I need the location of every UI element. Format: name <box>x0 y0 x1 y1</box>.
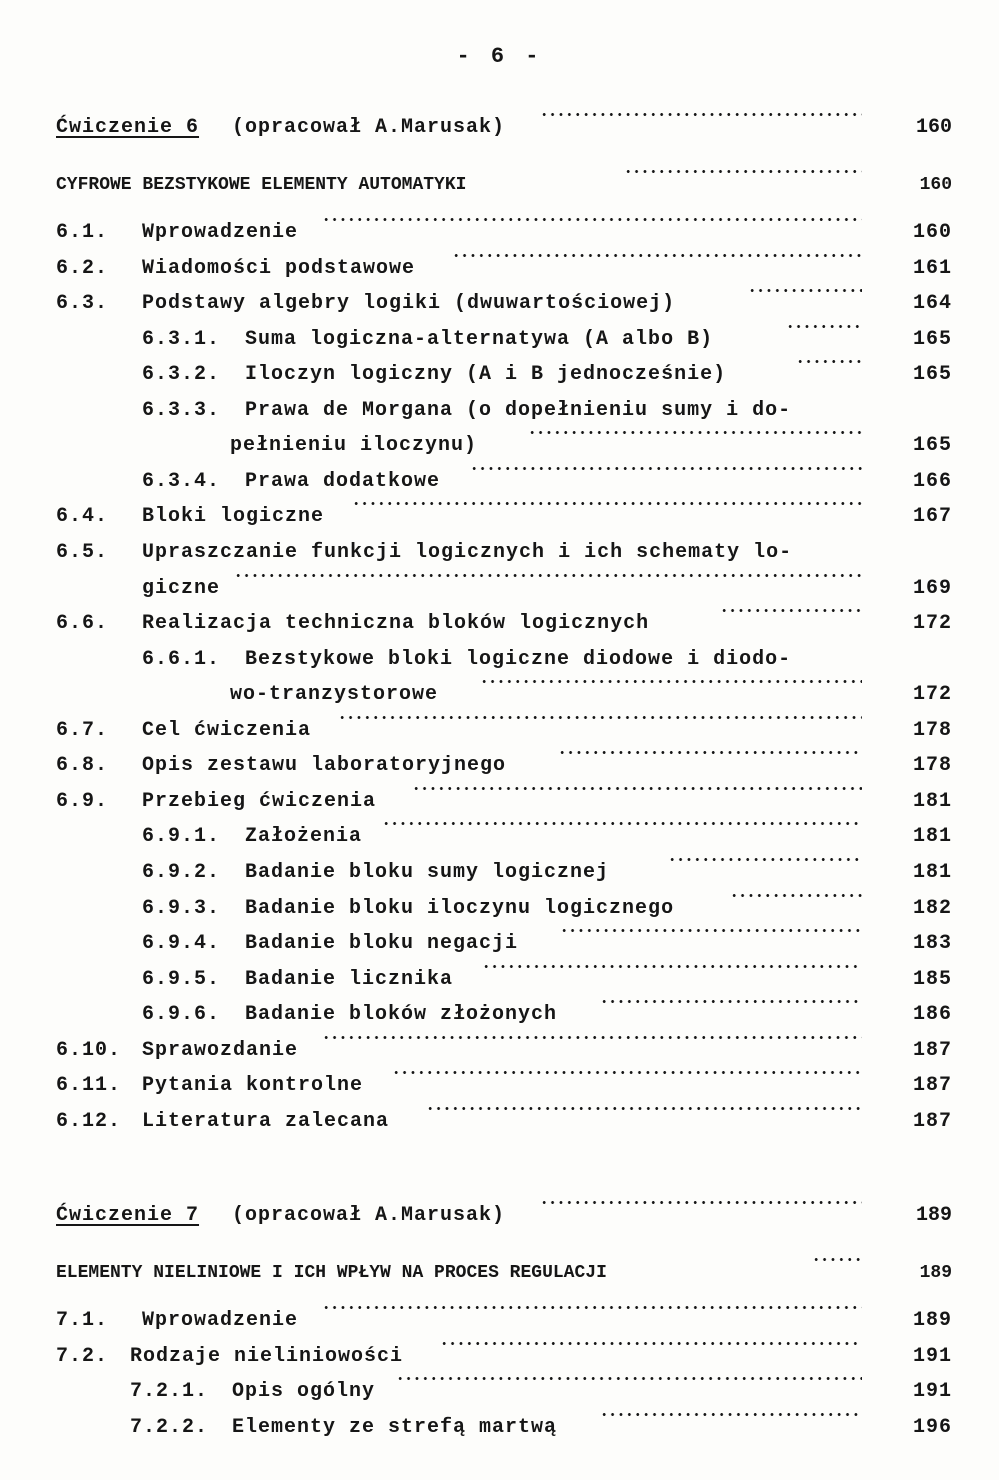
entry-number: 6.9.3. <box>142 897 221 920</box>
dot-leader <box>540 1201 862 1204</box>
entry-number: 6.10. <box>56 1039 122 1062</box>
dot-leader <box>322 218 862 221</box>
entry-number: 6.2. <box>56 257 109 280</box>
exercise-author: (opracował A.Marusak) <box>232 116 506 139</box>
entry-title: Badanie bloków złożonych <box>245 1003 558 1026</box>
dot-leader <box>234 574 862 577</box>
entry-number: 6.8. <box>56 754 109 777</box>
exercise-author: (opracował A.Marusak) <box>232 1204 506 1227</box>
entry-number: 6.9.2. <box>142 861 221 884</box>
toc-entry[interactable] <box>0 894 999 924</box>
entry-title: Prawa de Morgana (o dopełnieniu sumy i do- <box>245 399 792 422</box>
toc-entry[interactable] <box>0 502 999 532</box>
page-ref: 178 <box>912 719 952 742</box>
page-ref: 191 <box>912 1345 952 1368</box>
entry-title: Badanie bloku sumy logicznej <box>245 861 610 884</box>
toc-entry[interactable] <box>0 254 999 284</box>
page-ref: 189 <box>912 1309 952 1332</box>
dot-leader <box>668 858 862 861</box>
entry-number: 7.1. <box>56 1309 109 1332</box>
entry-number: 6.6. <box>56 612 109 635</box>
page-ref: 160 <box>912 221 952 244</box>
page-ref: 185 <box>912 968 952 991</box>
toc-entry[interactable] <box>0 1377 999 1407</box>
entry-title: Opis zestawu laboratoryjnego <box>142 754 507 777</box>
page-ref: 160 <box>919 175 952 195</box>
page-ref: 181 <box>912 790 952 813</box>
toc-entry[interactable] <box>0 787 999 817</box>
page-ref: 161 <box>912 257 952 280</box>
entry-title: Suma logiczna-alternatywa (A albo B) <box>245 328 714 351</box>
toc-entry[interactable] <box>0 645 999 675</box>
dot-leader <box>624 170 862 173</box>
page-ref: 189 <box>915 1204 952 1227</box>
page-ref: 167 <box>912 505 952 528</box>
toc-entry[interactable] <box>0 396 999 426</box>
toc-entry[interactable] <box>0 1413 999 1443</box>
toc-entry[interactable] <box>0 609 999 639</box>
dot-leader <box>812 1258 862 1261</box>
entry-title: Wprowadzenie <box>142 1309 299 1332</box>
entry-title: Wprowadzenie <box>142 221 299 244</box>
toc-entry[interactable] <box>0 289 999 319</box>
dot-leader <box>720 609 862 612</box>
dot-leader <box>470 467 862 470</box>
toc-entry[interactable] <box>0 822 999 852</box>
entry-number: 6.3.2. <box>142 363 221 386</box>
entry-title-continued: wo-tranzystorowe <box>230 683 439 706</box>
entry-title: Elementy ze strefą martwą <box>232 1416 558 1439</box>
toc-entry[interactable] <box>0 538 999 568</box>
entry-title: Założenia <box>245 825 363 848</box>
page-number: - 6 - <box>456 44 543 69</box>
entry-title: Wiadomości podstawowe <box>142 257 416 280</box>
page-ref: 186 <box>912 1003 952 1026</box>
toc-entry[interactable] <box>0 716 999 746</box>
entry-number: 6.12. <box>56 1110 122 1133</box>
exercise-title: ELEMENTY NIELINIOWE I ICH WPŁYW NA PROCES REGULACJI <box>56 1263 607 1283</box>
toc-entry[interactable] <box>0 929 999 959</box>
entry-title: Bezstykowe bloki logiczne diodowe i diodo- <box>245 648 792 671</box>
entry-title: Rodzaje nieliniowości <box>130 1345 404 1368</box>
entry-number: 6.3.4. <box>142 470 221 493</box>
entry-title: Realizacja techniczna bloków logicznych <box>142 612 650 635</box>
dot-leader <box>322 1306 862 1309</box>
exercise-6-title[interactable] <box>0 170 999 200</box>
dot-leader <box>412 787 862 790</box>
dot-leader <box>452 254 862 257</box>
entry-number: 7.2.2. <box>130 1416 209 1439</box>
page-ref: 196 <box>912 1416 952 1439</box>
entry-number: 6.9.5. <box>142 968 221 991</box>
toc-entry[interactable] <box>0 360 999 390</box>
entry-number: 6.9.1. <box>142 825 221 848</box>
entry-number: 6.9.6. <box>142 1003 221 1026</box>
entry-title: Literatura zalecana <box>142 1110 390 1133</box>
exercise-7-title[interactable] <box>0 1258 999 1288</box>
toc-entry[interactable] <box>0 1342 999 1372</box>
entry-number: 6.7. <box>56 719 109 742</box>
entry-number: 6.3. <box>56 292 109 315</box>
toc-entry[interactable] <box>0 218 999 248</box>
entry-title: Sprawozdanie <box>142 1039 299 1062</box>
dot-leader <box>730 894 862 897</box>
entry-number: 6.1. <box>56 221 109 244</box>
dot-leader <box>426 1107 862 1110</box>
entry-title: Przebieg ćwiczenia <box>142 790 377 813</box>
toc-entry[interactable] <box>0 1107 999 1137</box>
dot-leader <box>528 431 862 434</box>
entry-title: Podstawy algebry logiki (dwuwartościowej) <box>142 292 676 315</box>
dot-leader <box>382 822 862 825</box>
dot-leader <box>796 360 862 363</box>
entry-title: Cel ćwiczenia <box>142 719 312 742</box>
page-ref: 187 <box>912 1074 952 1097</box>
entry-title: Badanie licznika <box>245 968 454 991</box>
exercise-title: CYFROWE BEZSTYKOWE ELEMENTY AUTOMATYKI <box>56 175 467 195</box>
entry-number: 6.3.3. <box>142 399 221 422</box>
dot-leader <box>748 289 862 292</box>
dot-leader <box>338 716 862 719</box>
toc-entry[interactable] <box>0 1000 999 1030</box>
entry-title: Prawa dodatkowe <box>245 470 441 493</box>
dot-leader <box>786 325 862 328</box>
toc-entry[interactable] <box>0 1306 999 1336</box>
dot-leader <box>322 1036 862 1039</box>
toc-entry[interactable] <box>0 325 999 355</box>
exercise-7-heading[interactable] <box>0 1201 999 1231</box>
entry-number: 7.2.1. <box>130 1380 209 1403</box>
page-ref: 182 <box>912 897 952 920</box>
entry-number: 6.4. <box>56 505 109 528</box>
exercise-label: Ćwiczenie 6 <box>56 116 200 139</box>
page-ref: 165 <box>912 363 952 386</box>
page-ref: 191 <box>912 1380 952 1403</box>
dot-leader <box>558 751 862 754</box>
dot-leader <box>540 113 862 116</box>
page-ref: 172 <box>912 612 952 635</box>
dot-leader <box>440 1342 862 1345</box>
page-ref: 181 <box>912 825 952 848</box>
dot-leader <box>560 929 862 932</box>
dot-leader <box>352 502 862 505</box>
toc-entry[interactable] <box>0 751 999 781</box>
dot-leader <box>600 1413 862 1416</box>
page-ref: 187 <box>912 1110 952 1133</box>
toc-entry[interactable] <box>0 1071 999 1101</box>
exercise-label: Ćwiczenie 7 <box>56 1204 200 1227</box>
page-ref: 183 <box>912 932 952 955</box>
dot-leader <box>396 1377 862 1380</box>
toc-entry[interactable] <box>0 1036 999 1066</box>
entry-title: Badanie bloku negacji <box>245 932 519 955</box>
entry-title: Bloki logiczne <box>142 505 325 528</box>
toc-entry[interactable] <box>0 467 999 497</box>
toc-entry-continuation[interactable] <box>0 680 999 710</box>
page-ref: 178 <box>912 754 952 777</box>
entry-title: Badanie bloku iloczynu logicznego <box>245 897 675 920</box>
entry-title: Iloczyn logiczny (A i B jednocześnie) <box>245 363 727 386</box>
entry-title-continued: giczne <box>142 577 221 600</box>
toc-entry-continuation[interactable] <box>0 431 999 461</box>
page-ref: 187 <box>912 1039 952 1062</box>
page-ref: 166 <box>912 470 952 493</box>
page-ref: 160 <box>915 116 952 139</box>
exercise-6-heading[interactable] <box>0 113 999 143</box>
entry-number: 6.6.1. <box>142 648 221 671</box>
toc-entry[interactable] <box>0 858 999 888</box>
entry-title: Upraszczanie funkcji logicznych i ich schematy lo- <box>142 541 793 564</box>
entry-number: 6.11. <box>56 1074 122 1097</box>
entry-title-continued: pełnieniu iloczynu) <box>230 434 478 457</box>
entry-number: 6.3.1. <box>142 328 221 351</box>
page-ref: 165 <box>912 328 952 351</box>
toc-entry-continuation[interactable] <box>0 574 999 604</box>
page-ref: 169 <box>912 577 952 600</box>
page-ref: 164 <box>912 292 952 315</box>
page-ref: 172 <box>912 683 952 706</box>
dot-leader <box>482 965 862 968</box>
dot-leader <box>600 1000 862 1003</box>
page-ref: 181 <box>912 861 952 884</box>
entry-title: Pytania kontrolne <box>142 1074 364 1097</box>
entry-title: Opis ogólny <box>232 1380 376 1403</box>
toc-entry[interactable] <box>0 965 999 995</box>
dot-leader <box>392 1071 862 1074</box>
entry-number: 7.2. <box>56 1345 109 1368</box>
entry-number: 6.5. <box>56 541 109 564</box>
dot-leader <box>480 680 862 683</box>
entry-number: 6.9. <box>56 790 109 813</box>
entry-number: 6.9.4. <box>142 932 221 955</box>
page-ref: 165 <box>912 434 952 457</box>
page-ref: 189 <box>919 1263 952 1283</box>
